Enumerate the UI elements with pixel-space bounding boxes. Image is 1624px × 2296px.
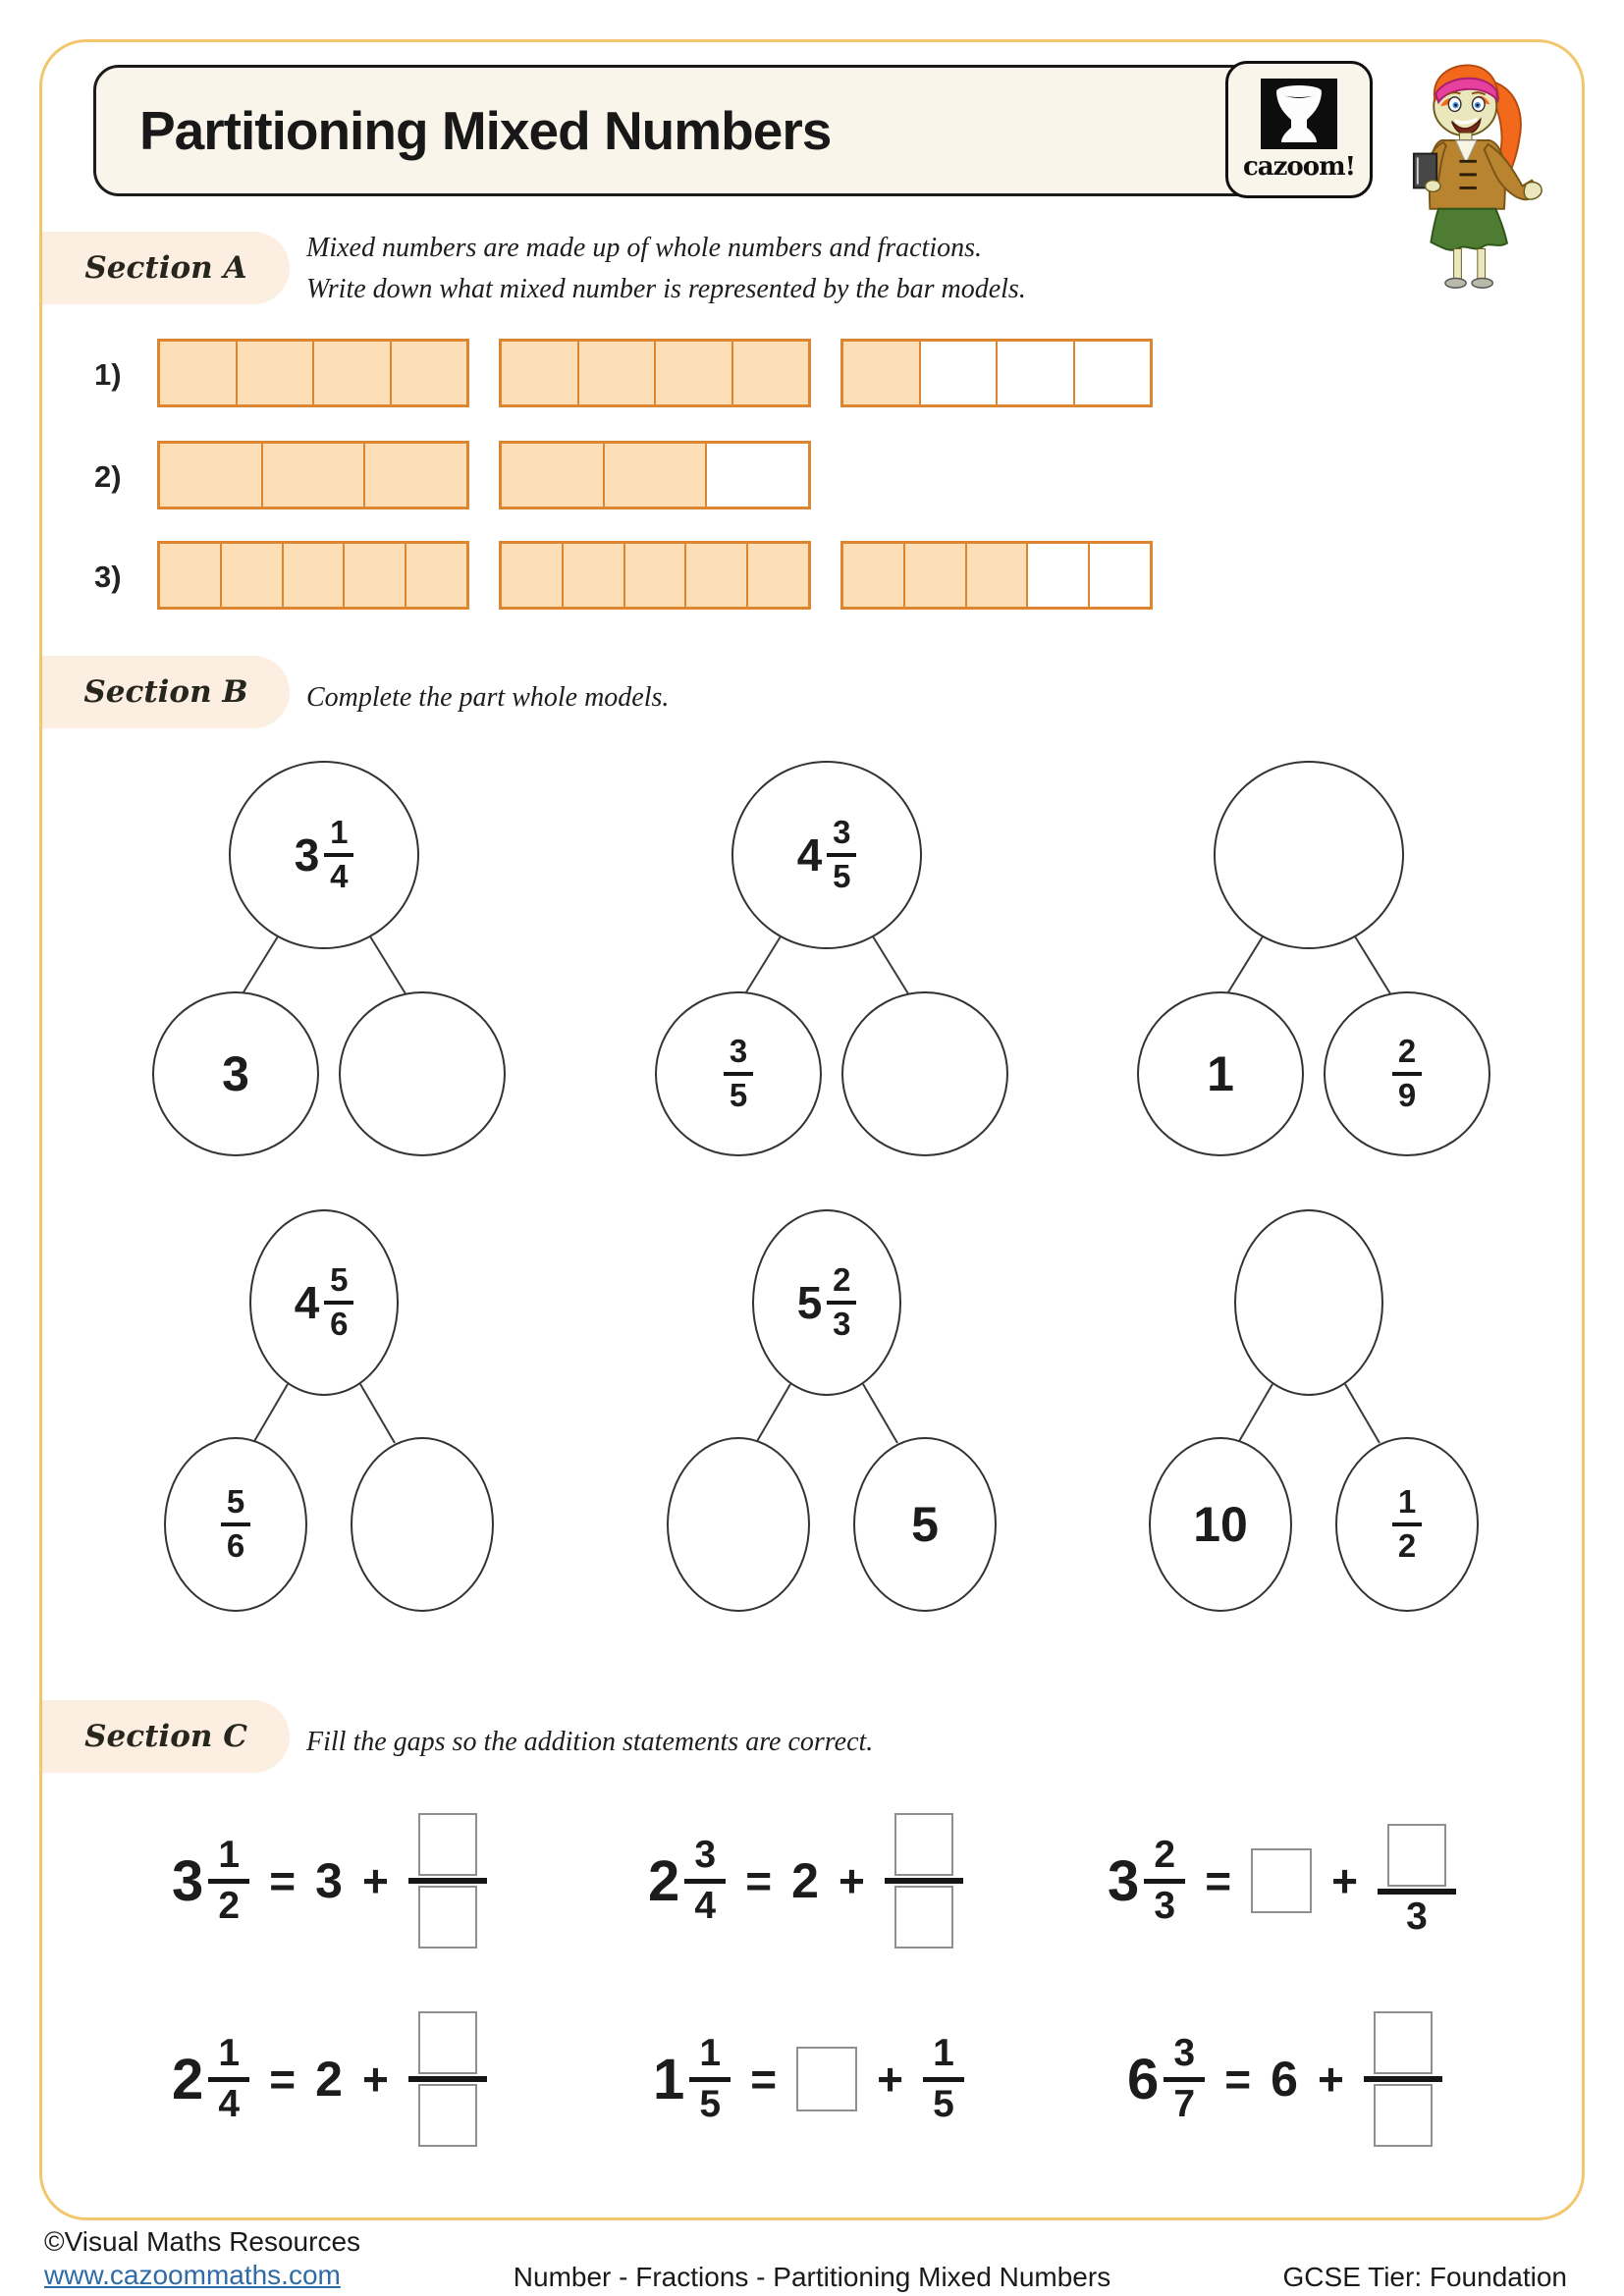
bar-cell-empty xyxy=(998,342,1075,404)
fraction xyxy=(724,1035,753,1112)
numerator: 3 xyxy=(833,814,851,851)
bar-question-label: 2) xyxy=(94,459,122,494)
fraction xyxy=(1392,1485,1422,1563)
fraction xyxy=(827,1263,856,1341)
fraction-bar xyxy=(208,1879,249,1884)
whole-part: 3 xyxy=(1108,1848,1140,1913)
section-b-instruction: Complete the part whole models. xyxy=(306,682,670,713)
bar-cell-filled xyxy=(314,342,392,404)
bar-question-label: 3) xyxy=(94,560,122,594)
footer-tier: GCSE Tier: Foundation xyxy=(1282,2262,1567,2292)
section-a-label: Section A xyxy=(42,232,290,304)
numerator-answer-box xyxy=(418,2011,477,2074)
numerator-answer-box xyxy=(418,1813,477,1876)
denominator: 9 xyxy=(1397,1077,1417,1113)
whole-part: 4 xyxy=(796,829,823,881)
page-title: Partitioning Mixed Numbers xyxy=(139,100,832,161)
plus-sign: + xyxy=(877,2054,904,2105)
footer-copyright: ©Visual Maths Resources xyxy=(44,2226,361,2257)
bar-model xyxy=(157,339,469,407)
whole-number: 1 xyxy=(1207,1046,1234,1101)
bar-cell-filled xyxy=(284,544,346,607)
part-left-circle xyxy=(1137,991,1304,1156)
fraction xyxy=(827,816,856,893)
bar-cell-filled xyxy=(406,544,466,607)
part-left-circle xyxy=(152,991,319,1156)
bar-cell-filled xyxy=(238,342,315,404)
part-right-circle xyxy=(841,991,1008,1156)
numerator: 1 xyxy=(330,814,349,851)
footer-topic: Number - Fractions - Partitioning Mixed Numbers xyxy=(513,2262,1111,2292)
part-left-circle xyxy=(667,1437,810,1612)
numerator: 2 xyxy=(1397,1033,1417,1070)
numerator: 1 xyxy=(1397,1483,1417,1521)
denominator-answer-box xyxy=(418,2084,477,2147)
addition-statement xyxy=(172,2004,487,2154)
fraction xyxy=(684,1833,726,1927)
part-whole-model xyxy=(601,758,1062,1162)
bar-cell-filled xyxy=(263,444,366,507)
fraction xyxy=(1144,1833,1185,1927)
whole-circle xyxy=(752,1209,901,1396)
mixed-number xyxy=(1127,2031,1205,2125)
part-right-circle xyxy=(339,991,506,1156)
bar-cell-empty xyxy=(707,444,808,507)
bar-cell-empty xyxy=(1075,342,1151,404)
part-right-circle xyxy=(1324,991,1490,1156)
fraction xyxy=(1164,2031,1205,2125)
bar-model xyxy=(157,441,469,509)
bar-cell-filled xyxy=(733,342,809,404)
whole-part: 6 xyxy=(1127,2047,1160,2111)
fraction-bar xyxy=(724,1072,753,1076)
bar-cell-filled xyxy=(160,342,238,404)
bar-model xyxy=(157,541,469,610)
part-left-circle xyxy=(655,991,822,1156)
numerator: 3 xyxy=(729,1033,748,1070)
fraction-bar xyxy=(324,1301,353,1305)
fraction-bar xyxy=(324,853,353,857)
fraction-bar xyxy=(1392,1522,1422,1526)
fraction-answer xyxy=(1364,2011,1442,2147)
section-a-instruction xyxy=(306,228,1026,310)
fraction xyxy=(208,1833,249,1927)
numerator: 5 xyxy=(330,1261,349,1299)
fraction-bar xyxy=(684,1879,726,1884)
denominator: 2 xyxy=(218,1884,241,1927)
addition-statement xyxy=(172,1806,487,1955)
fraction-bar xyxy=(208,2077,249,2082)
part-whole-model xyxy=(1083,758,1544,1162)
whole-number: 10 xyxy=(1193,1497,1248,1552)
equals-sign: = xyxy=(745,1855,773,1906)
bar-model xyxy=(840,541,1153,610)
numerator: 1 xyxy=(218,2031,241,2074)
drum-icon xyxy=(1261,79,1337,149)
numerator-answer-box xyxy=(1387,1824,1446,1887)
whole-number: 2 xyxy=(315,2052,343,2107)
bar-cell-filled xyxy=(579,342,657,404)
bar-cell-filled xyxy=(222,544,284,607)
denominator: 3 xyxy=(1154,1884,1176,1927)
mixed-number xyxy=(653,2031,731,2125)
plus-sign: + xyxy=(1331,1855,1359,1906)
numerator: 3 xyxy=(694,1833,717,1876)
whole-circle xyxy=(229,761,419,949)
whole-part: 3 xyxy=(294,829,320,881)
bar-cell-filled xyxy=(502,342,579,404)
denominator: 4 xyxy=(694,1884,717,1927)
part-right-circle xyxy=(1335,1437,1479,1612)
equals-sign: = xyxy=(1205,1855,1232,1906)
answer-box xyxy=(1251,1848,1312,1913)
fraction-bar xyxy=(1378,1889,1456,1895)
mixed-number xyxy=(295,1263,354,1341)
addition-statement xyxy=(648,1806,963,1955)
mixed-number xyxy=(797,816,857,893)
mixed-number xyxy=(648,1833,726,1927)
fraction xyxy=(221,1485,250,1563)
denominator: 3 xyxy=(833,1306,851,1342)
mixed-number xyxy=(295,816,354,893)
fraction-answer xyxy=(408,1813,487,1949)
bar-cell-filled xyxy=(656,342,733,404)
fraction-bar xyxy=(827,853,856,857)
numerator-answer-box xyxy=(894,1813,953,1876)
mixed-number xyxy=(1108,1833,1185,1927)
addition-statement xyxy=(653,2004,964,2154)
answer-box xyxy=(796,2047,857,2111)
fraction-bar xyxy=(221,1522,250,1526)
whole-number: 2 xyxy=(791,1853,819,1908)
bar-cell-filled xyxy=(843,544,905,607)
bar-cell-filled xyxy=(967,544,1029,607)
section-c-label: Section C xyxy=(42,1700,290,1773)
denominator-answer-box xyxy=(1374,2084,1433,2147)
cazoom-logo-text: cazoom! xyxy=(1242,151,1356,182)
numerator: 5 xyxy=(226,1483,245,1521)
bar-cell-filled xyxy=(160,544,222,607)
section-b-label: Section B xyxy=(42,656,290,728)
fraction-bar xyxy=(923,2077,964,2082)
whole-circle xyxy=(731,761,922,949)
section-a-instruction-line1: Mixed numbers are made up of whole numbers and fractions. xyxy=(306,233,982,263)
fraction-bar xyxy=(408,1878,487,1884)
bar-cell-empty xyxy=(1028,544,1090,607)
part-whole-model xyxy=(98,758,560,1162)
bar-cell-filled xyxy=(502,544,564,607)
bar-model xyxy=(499,339,811,407)
whole-part: 5 xyxy=(796,1277,823,1328)
fraction-bar xyxy=(1164,2077,1205,2082)
denominator: 5 xyxy=(699,2082,722,2125)
denominator: 5 xyxy=(833,858,851,894)
numerator: 1 xyxy=(699,2031,722,2074)
equals-sign: = xyxy=(269,2054,297,2105)
fraction-bar xyxy=(1392,1072,1422,1076)
plus-sign: + xyxy=(361,1855,389,1906)
mixed-number xyxy=(172,1833,249,1927)
bar-cell-filled xyxy=(748,544,808,607)
numerator: 1 xyxy=(218,1833,241,1876)
section-a-instruction-line2: Write down what mixed number is represented by the bar models. xyxy=(306,274,1026,304)
addition-statement xyxy=(1108,1806,1456,1955)
fraction-answer xyxy=(885,1813,963,1949)
whole-part: 3 xyxy=(172,1848,204,1913)
fraction-bar xyxy=(408,2076,487,2082)
fraction xyxy=(923,2031,964,2125)
denominator: 5 xyxy=(933,2082,954,2125)
denominator: 5 xyxy=(729,1077,748,1113)
fraction-bar xyxy=(885,1878,963,1884)
denominator: 3 xyxy=(1406,1895,1428,1938)
whole-circle xyxy=(1214,761,1404,949)
numerator-answer-box xyxy=(1374,2011,1433,2074)
cazoom-logo-box xyxy=(1225,61,1373,198)
fraction xyxy=(689,2031,731,2125)
fraction xyxy=(208,2031,249,2125)
bar-question-label: 1) xyxy=(94,357,122,392)
bar-cell-empty xyxy=(1090,544,1150,607)
whole-circle xyxy=(249,1209,399,1396)
part-right-circle xyxy=(351,1437,494,1612)
whole-part: 4 xyxy=(294,1277,320,1328)
fraction xyxy=(324,816,353,893)
bar-cell-filled xyxy=(905,544,967,607)
whole-part: 2 xyxy=(172,2047,204,2111)
section-c-instruction: Fill the gaps so the addition statements are correct. xyxy=(306,1727,874,1757)
bar-cell-filled xyxy=(843,342,921,404)
denominator: 4 xyxy=(218,2082,241,2125)
whole-number: 5 xyxy=(911,1497,939,1552)
part-whole-model xyxy=(1083,1209,1544,1614)
numerator: 3 xyxy=(1173,2031,1196,2074)
bar-model-row-3 xyxy=(157,541,1153,610)
fraction-bar xyxy=(689,2077,731,2082)
title-box xyxy=(93,65,1365,196)
plus-sign: + xyxy=(1317,2054,1344,2105)
denominator: 4 xyxy=(330,858,349,894)
fraction-answer xyxy=(1378,1824,1456,1939)
plus-sign: + xyxy=(838,1855,865,1906)
denominator: 6 xyxy=(330,1306,349,1342)
denominator: 2 xyxy=(1397,1527,1417,1564)
part-right-circle xyxy=(853,1437,997,1612)
mixed-number xyxy=(797,1263,857,1341)
bar-model xyxy=(840,339,1153,407)
bar-model-row-1 xyxy=(157,339,1153,407)
part-whole-model xyxy=(601,1209,1062,1614)
equals-sign: = xyxy=(750,2054,778,2105)
bar-cell-empty xyxy=(921,342,999,404)
whole-part: 2 xyxy=(648,1848,680,1913)
part-whole-model xyxy=(98,1209,560,1614)
fraction xyxy=(1392,1035,1422,1112)
bar-cell-filled xyxy=(605,444,708,507)
part-left-circle xyxy=(1149,1437,1292,1612)
teacher-girl-illustration xyxy=(1396,47,1549,294)
equals-sign: = xyxy=(1224,2054,1252,2105)
bar-cell-filled xyxy=(625,544,687,607)
whole-number: 3 xyxy=(222,1046,249,1101)
fraction-bar xyxy=(827,1301,856,1305)
plus-sign: + xyxy=(361,2054,389,2105)
bar-cell-filled xyxy=(564,544,625,607)
whole-circle xyxy=(1234,1209,1383,1396)
bar-model xyxy=(499,541,811,610)
whole-part: 1 xyxy=(653,2047,685,2111)
bar-cell-filled xyxy=(365,444,466,507)
numerator: 2 xyxy=(833,1261,851,1299)
denominator-answer-box xyxy=(894,1886,953,1949)
fraction-bar xyxy=(1144,1879,1185,1884)
numerator: 2 xyxy=(1154,1833,1176,1876)
fraction-answer xyxy=(408,2011,487,2147)
whole-number: 3 xyxy=(315,1853,343,1908)
denominator-answer-box xyxy=(418,1886,477,1949)
bar-cell-filled xyxy=(345,544,406,607)
bar-model xyxy=(499,441,811,509)
bar-cell-filled xyxy=(392,342,467,404)
mixed-number xyxy=(172,2031,249,2125)
numerator: 1 xyxy=(933,2031,954,2074)
whole-number: 6 xyxy=(1271,2052,1298,2107)
bar-cell-filled xyxy=(502,444,605,507)
bar-cell-filled xyxy=(686,544,748,607)
bar-cell-filled xyxy=(160,444,263,507)
denominator: 6 xyxy=(226,1527,245,1564)
fraction-bar xyxy=(1364,2076,1442,2082)
footer-website-link[interactable]: www.cazoommaths.com xyxy=(44,2260,341,2290)
addition-statement xyxy=(1127,2004,1442,2154)
equals-sign: = xyxy=(269,1855,297,1906)
bar-model-row-2 xyxy=(157,441,811,509)
denominator: 7 xyxy=(1173,2082,1196,2125)
part-left-circle xyxy=(164,1437,307,1612)
fraction xyxy=(324,1263,353,1341)
